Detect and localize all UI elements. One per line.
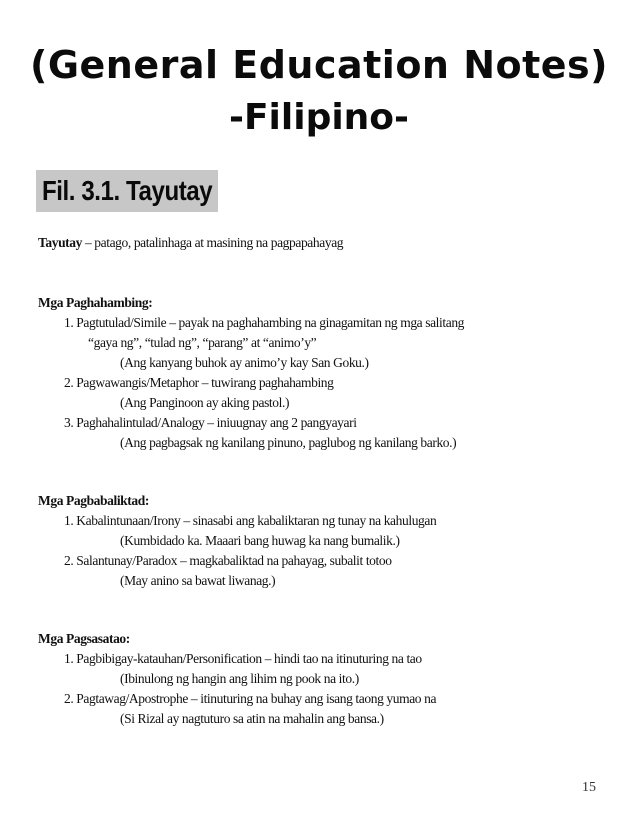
list-item: 2. Salantunay/Paradox – magkabaliktad na pahayag, subalit totoo [64, 553, 392, 568]
list-item: 1. Pagbibigay-katauhan/Personification – hindi tao na itinuturing na tao [64, 651, 422, 666]
group-heading-pagbabaliktad: Mga Pagbabaliktad: [38, 493, 149, 508]
list-item-continuation: “gaya ng”, “tulad ng”, “parang” at “animo’y” [88, 335, 317, 350]
document-title: (General Education Notes) [29, 43, 609, 87]
definition-text: – patago, patalinhaga at masining na pagpapahayag [81, 235, 344, 250]
document-subtitle: -Filipino- [229, 97, 409, 138]
definition-term: Tayutay [38, 235, 82, 250]
group-heading-pagsasatao: Mga Pagsasatao: [38, 631, 130, 646]
list-item-example: (Si Rizal ay nagtuturo sa atin na mahalin ang bansa.) [120, 711, 384, 726]
definition-line [38, 236, 343, 250]
list-item-example: (May anino sa bawat liwanag.) [120, 573, 276, 588]
list-item: 2. Pagtawag/Apostrophe – itinuturing na buhay ang isang taong yumao na [64, 691, 437, 706]
list-item: 1. Pagtutulad/Simile – payak na paghahambing na ginagamitan ng mga salitang [64, 315, 465, 330]
page-number: 15 [582, 780, 596, 795]
list-item-example: (Ang kanyang buhok ay animo’y kay San Goku.) [120, 355, 369, 370]
group-heading-paghahambing: Mga Paghahambing: [38, 295, 153, 310]
list-item: 3. Paghahalintulad/Analogy – iniuugnay ang 2 pangyayari [64, 415, 357, 430]
section-heading-box [36, 170, 218, 212]
list-item: 2. Pagwawangis/Metaphor – tuwirang paghahambing [64, 375, 334, 390]
section-heading: Fil. 3.1. Tayutay [42, 175, 213, 206]
list-item-example: (Kumbidado ka. Maaari bang huwag ka nang bumalik.) [120, 533, 400, 548]
list-item-example: (Ang Panginoon ay aking pastol.) [120, 395, 290, 410]
list-item-example: (Ibinulong ng hangin ang lihim ng pook na ito.) [120, 671, 359, 686]
list-item-example: (Ang pagbagsak ng kanilang pinuno, paglubog ng kanilang barko.) [120, 435, 457, 450]
list-item: 1. Kabalintunaan/Irony – sinasabi ang kabaliktaran ng tunay na kahulugan [64, 513, 437, 528]
